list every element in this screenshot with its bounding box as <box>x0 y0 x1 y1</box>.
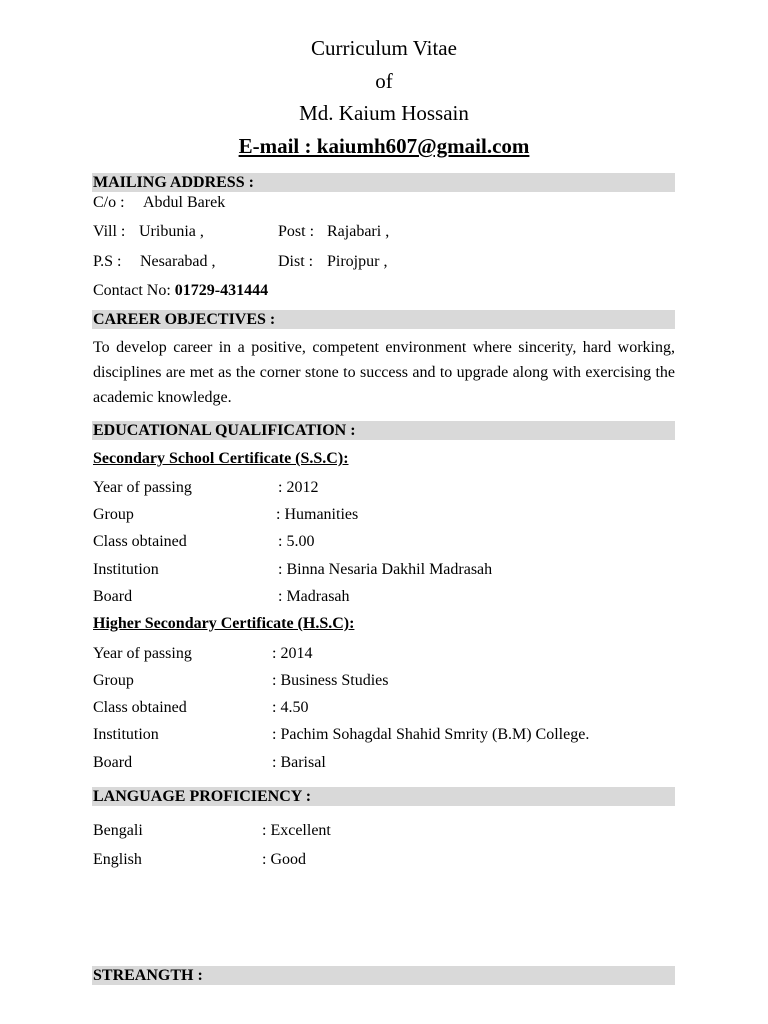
cv-title: Curriculum Vitae <box>311 36 457 60</box>
mailing-address-heading <box>92 173 675 192</box>
career-objectives-heading-text: CAREER OBJECTIVES : <box>93 311 276 328</box>
email-line: E-mail : kaiumh607@gmail.com <box>238 134 530 158</box>
language-heading-text: LANGUAGE PROFICIENCY : <box>93 788 312 805</box>
hsc-class-value: : 4.50 <box>272 699 309 716</box>
hsc-board-value: : Barisal <box>272 754 326 771</box>
lang-bengali-label: Bengali <box>93 822 143 839</box>
ssc-institution-value: : Binna Nesaria Dakhil Madrasah <box>278 561 493 578</box>
contact-line <box>93 282 268 300</box>
career-objectives-text: To develop career in a positive, competent environment where sincerity, hard working, disciplines are met as the corner stone to success and to upgrade along with exercising the academic knowledge. <box>93 339 675 406</box>
hsc-year-label: Year of passing <box>93 645 192 662</box>
ssc-group-value: : Humanities <box>276 506 359 523</box>
cv-title-of: of <box>375 69 393 93</box>
ssc-year-label: Year of passing <box>93 479 192 496</box>
hsc-institution-label: Institution <box>93 726 159 743</box>
language-heading <box>92 787 675 806</box>
ssc-year-value: : 2012 <box>278 479 319 496</box>
mailing-address-heading-text: MAILING ADDRESS : <box>93 174 254 191</box>
ssc-group-label: Group <box>93 506 134 523</box>
dist-value: Pirojpur , <box>327 253 388 270</box>
hsc-group-label: Group <box>93 672 134 689</box>
strength-heading <box>92 966 675 985</box>
education-heading-text: EDUCATIONAL QUALIFICATION : <box>93 422 356 439</box>
ps-value: Nesarabad , <box>140 253 216 270</box>
hsc-group-value: : Business Studies <box>272 672 389 689</box>
vill-value: Uribunia , <box>139 223 204 240</box>
lang-bengali-value: : Excellent <box>262 822 331 839</box>
lang-english-value: : Good <box>262 851 306 868</box>
co-label: C/o : <box>93 194 125 211</box>
hsc-year-value: : 2014 <box>272 645 313 662</box>
ssc-class-label: Class obtained <box>93 533 187 550</box>
ssc-institution-label: Institution <box>93 561 159 578</box>
hsc-board-label: Board <box>93 754 133 771</box>
vill-label: Vill : <box>93 223 126 240</box>
strength-heading-text: STREANGTH : <box>93 967 203 984</box>
post-label: Post : <box>278 223 315 240</box>
co-value: Abdul Barek <box>143 194 226 211</box>
lang-english-label: English <box>93 851 142 868</box>
hsc-class-label: Class obtained <box>93 699 187 716</box>
hsc-title: Higher Secondary Certificate (H.S.C): <box>93 615 355 632</box>
contact-number: 01729-431444 <box>174 282 269 299</box>
ssc-board-label: Board <box>93 588 133 605</box>
hsc-institution-value: : Pachim Sohagdal Shahid Smrity (B.M) College. <box>272 726 590 743</box>
ssc-title: Secondary School Certificate (S.S.C): <box>93 450 349 467</box>
ssc-board-value: : Madrasah <box>278 588 350 605</box>
career-objectives-heading <box>92 310 675 329</box>
applicant-name: Md. Kaium Hossain <box>299 101 469 125</box>
ssc-class-value: : 5.00 <box>278 533 315 550</box>
ps-label: P.S : <box>93 253 122 270</box>
dist-label: Dist : <box>278 253 314 270</box>
contact-label: Contact No: <box>93 282 171 299</box>
education-heading <box>92 421 675 440</box>
post-value: Rajabari , <box>327 223 390 240</box>
